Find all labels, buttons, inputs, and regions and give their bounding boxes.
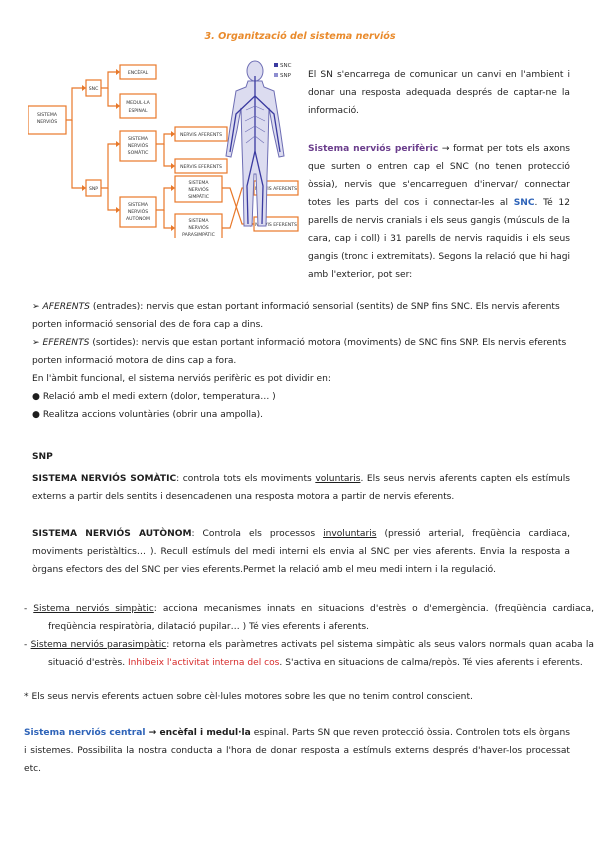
diagram-label-simpatic-2: NERVIÓS xyxy=(188,188,209,193)
simpatic-paragraph: - Sistema nerviós simpàtic: acciona mecanismes innats en situacions d'estrès o d'emergència. (freqüència cardiaca, freqüència respiratòria, dilatació pupilar… ) Té vies eferents i aferents. xyxy=(24,604,594,632)
diagram-label-aferents-2: NERVIS AFERENTS xyxy=(254,187,298,192)
diagram-label-root-2: NERVIÓS xyxy=(36,120,58,125)
human-body-illustration xyxy=(222,56,300,236)
legend-snp-label: SNP xyxy=(280,73,291,79)
diagram-label-medulla-1: MEDUL·LA xyxy=(126,101,150,106)
aferents-eferents-block xyxy=(32,298,570,424)
diagram-label-eferents-1: NERVIS EFERENTS xyxy=(180,165,222,170)
diagram-label-encefal: ENCÈFAL xyxy=(127,71,149,76)
simpatic-term: Sistema nerviós simpàtic xyxy=(33,604,154,614)
autonom-term: SISTEMA NERVIÓS AUTÒNOM xyxy=(32,529,192,539)
snp-def-text1: → format per tots els axons que surten o entren cap el SNC (no tenen protecció òssia), nervis que s'encarreguen d'inervar/ connectar totes les parts del cos i connectar-les al xyxy=(308,144,570,208)
snp-heading: SNP xyxy=(32,452,53,462)
parasimpatic-paragraph: - Sistema nerviós parasimpàtic: retorna els paràmetres activats pel sistema simpàtic als seus valors normals quan acaba la situació d'estrès. Inhibeix l'activitat interna del cos. S'activa en situacions de calma/repòs. Té vies aferents i eferents. xyxy=(24,640,594,668)
eferents-term: EFERENTS xyxy=(42,338,90,348)
diagram-label-root-1: SISTEMA xyxy=(36,113,58,118)
aferents-paragraph: ➢ AFERENTS (entrades): nervis que estan portant informació sensorial (sentits) de SNP fins SNC. Els nervis aferents porten informació sensorial des de fora cap a dins. xyxy=(32,302,560,330)
diagram-label-autonom-3: AUTÒNOM xyxy=(126,217,150,222)
somatic-term: SISTEMA NERVIÓS SOMÀTIC xyxy=(32,474,177,484)
aferents-term: AFERENTS xyxy=(42,302,90,312)
parasimpatic-term: Sistema nerviós parasimpàtic xyxy=(30,640,167,650)
snc-term: Sistema nerviós central xyxy=(24,728,146,738)
snp-def-text2: . Té 12 parells de nervis cranials i els seus gangis (músculs de la cara, cap i coll) i 31 parells de nervis raquidis i els seus gangis (tronc i extremitats). Segons la relació que hi hagi amb l'exterior, pot ser: xyxy=(308,198,570,280)
snp-definition-top xyxy=(308,140,570,284)
snp-term: Sistema nerviós perifèric xyxy=(308,144,439,154)
bullet-1: ● Relació amb el medi extern (dolor, temperatura… ) xyxy=(32,392,276,402)
footnote: * Els seus nervis eferents actuen sobre cèl·lules motores sobre les que no tenim control conscient. xyxy=(24,692,473,702)
legend-snc-label: SNC xyxy=(280,63,292,69)
diagram-label-simpatic-1: SISTEMA xyxy=(188,181,209,186)
diagram-label-medulla-2: ESPINAL xyxy=(128,109,148,114)
diagram-label-autonom-2: NERVIÓS xyxy=(127,210,149,215)
somatic-paragraph: SISTEMA NERVIÓS SOMÀTIC: controla tots els moviments voluntaris. Els seus nervis aferents capten els estímuls externs a partir dels sentits i desencadenen una resposta motora a partir de nervis eferents. xyxy=(32,474,570,502)
diagram-label-somatic-3: SOMÀTIC xyxy=(127,151,149,156)
snc-word: SNC xyxy=(513,198,535,208)
diagram-label-simpatic-3: SIMPÀTIC xyxy=(188,195,209,200)
autonom-paragraph: SISTEMA NERVIÓS AUTÒNOM: Controla els processos involuntaris (pressió arterial, freqüència cardiaca, moviments peristàltics… ). Recull estímuls del medi interni els envia al SNC per vies aferents. Envia la resposta a òrgans efectors des del SNC per vies eferents.Permet la relació amb el meu medi intern i la regulació. xyxy=(32,529,570,575)
diagram-label-eferents-2: NERVIS EFERENTS xyxy=(255,223,297,228)
diagram-label-somatic-1: SISTEMA xyxy=(127,137,149,142)
page-title: 3. Organització del sistema nerviós xyxy=(204,31,396,42)
diagram-label-snc: SNC xyxy=(88,87,99,92)
diagram-label-snp: SNP xyxy=(88,187,99,192)
parasimpatic-red-text: Inhibeix l'activitat interna del cos xyxy=(127,658,280,668)
legend-snp-swatch xyxy=(274,73,278,77)
diagram-box-medulla xyxy=(120,94,156,118)
diagram-label-parasimpatic-1: SISTEMA xyxy=(188,219,209,224)
diagram-label-aferents-1: NERVIS AFERENTS xyxy=(179,133,223,138)
snc-definition: Sistema nerviós central → encèfal i medul·la espinal. Parts SN que reven protecció òssia. Controlen tots els òrgans i sistemes. Possibilita la nostra conducta a l'hora de donar resposta a estímuls externs després d'haver-los processat etc. xyxy=(24,728,570,774)
diagram-label-autonom-1: SISTEMA xyxy=(127,203,149,208)
diagram-label-parasimpatic-3: PARASIMPÀTIC xyxy=(182,233,215,238)
bullet-2: ● Realitza accions voluntàries (obrir una ampolla). xyxy=(32,410,264,420)
diagram-label-somatic-2: NERVIÓS xyxy=(127,144,149,149)
legend-snc-swatch xyxy=(274,63,278,67)
diagram-label-parasimpatic-2: NERVIÓS xyxy=(188,226,209,231)
eferents-paragraph: ➢ EFERENTS (sortides): nervis que estan portant informació motora (moviments) de SNC fins SNP. Els nervis eferents porten informació motora de dins cap a fora. xyxy=(32,338,567,366)
intro-paragraph: El SN s'encarrega de comunicar un canvi en l'ambient i donar una resposta adequada després de captar-ne la informació. xyxy=(308,70,570,116)
ambit-paragraph: En l'àmbit funcional, el sistema nerviós perifèric es pot dividir en: xyxy=(32,374,331,384)
